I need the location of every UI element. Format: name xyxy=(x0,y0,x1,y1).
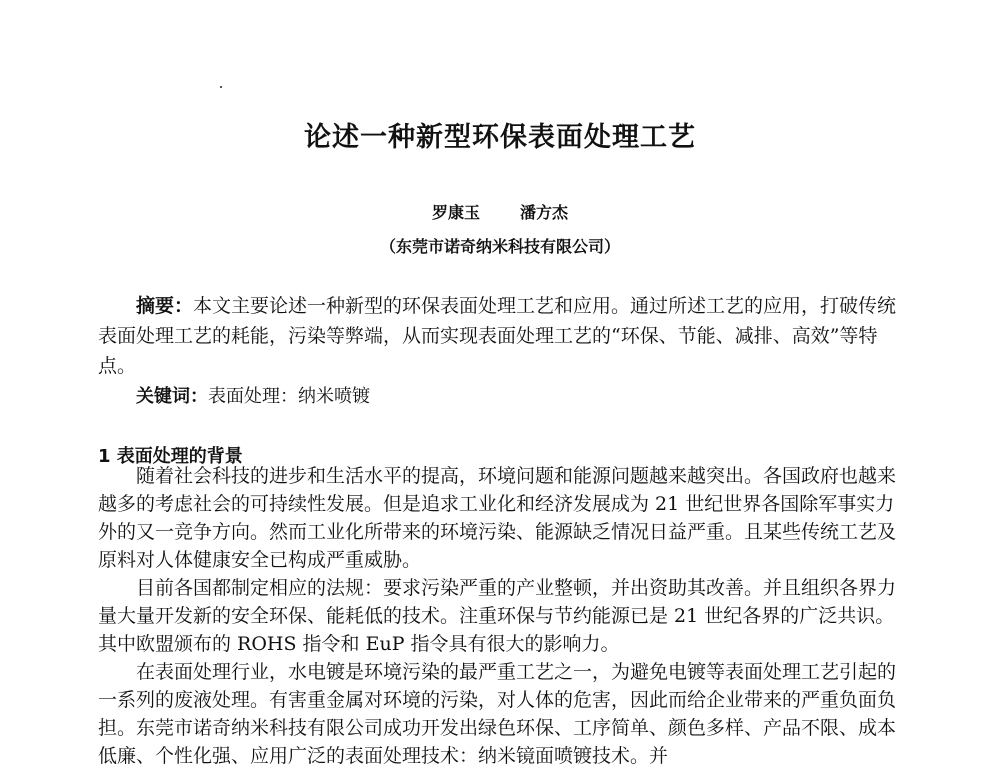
abstract-label: 摘要： xyxy=(136,295,194,317)
keywords xyxy=(136,382,370,412)
paragraph: 目前各国都制定相应的法规：要求污染严重的产业整顿，并出资助其改善。并且组织各界力量大量开发新的安全环保、能耗低的技术。注重环保与节约能源已是 21 世纪各界的广泛共识。其中欧盟颁布的 ROHS 指令和 EuP 指令具有很大的影响力。 xyxy=(98,577,897,655)
author-name: 潘方杰 xyxy=(520,203,569,222)
affiliation: （东莞市诺奇纳米科技有限公司） xyxy=(379,237,620,256)
keywords-label: 关键词： xyxy=(136,386,208,407)
scan-speck xyxy=(220,86,222,88)
paper-title: 论述一种新型环保表面处理工艺 xyxy=(304,122,696,153)
author-name: 罗康玉 xyxy=(431,203,480,222)
paragraph: 在表面处理行业，水电镀是环境污染的最严重工艺之一，为避免电镀等表面处理工艺引起的一系列的废液处理。有害重金属对环境的污染，对人体的危害，因此而给企业带来的严重负面负担。东莞市诺奇纳米科技有限公司成功开发出绿色环保、工序简单、颜色多样、产品不限、成本低廉、个性化强、应用广泛的表面处理技术：纳米镜面喷镀技术。并 xyxy=(98,661,897,767)
section-heading: 1 表面处理的背景 xyxy=(98,446,243,467)
author-line xyxy=(0,200,1000,223)
abstract xyxy=(98,291,898,381)
paragraph: 随着社会科技的进步和生活水平的提高，环境问题和能源问题越来越突出。各国政府也越来越多的考虑社会的可持续性发展。但是追求工业化和经济发展成为 21 世纪世界各国除军事实力外的又一竞争方向。然而工业化所带来的环境污染、能源缺乏情况日益严重。且某些传统工艺及原料对人体健康安全已构成严重威胁。 xyxy=(98,465,897,571)
section-body xyxy=(98,462,898,770)
keywords-text: 表面处理：纳米喷镀 xyxy=(208,386,370,407)
abstract-text: 本文主要论述一种新型的环保表面处理工艺和应用。通过所述工艺的应用，打破传统表面处理工艺的耗能，污染等弊端，从而实现表面处理工艺的“环保、节能、减排、高效”等特点。 xyxy=(98,295,897,377)
